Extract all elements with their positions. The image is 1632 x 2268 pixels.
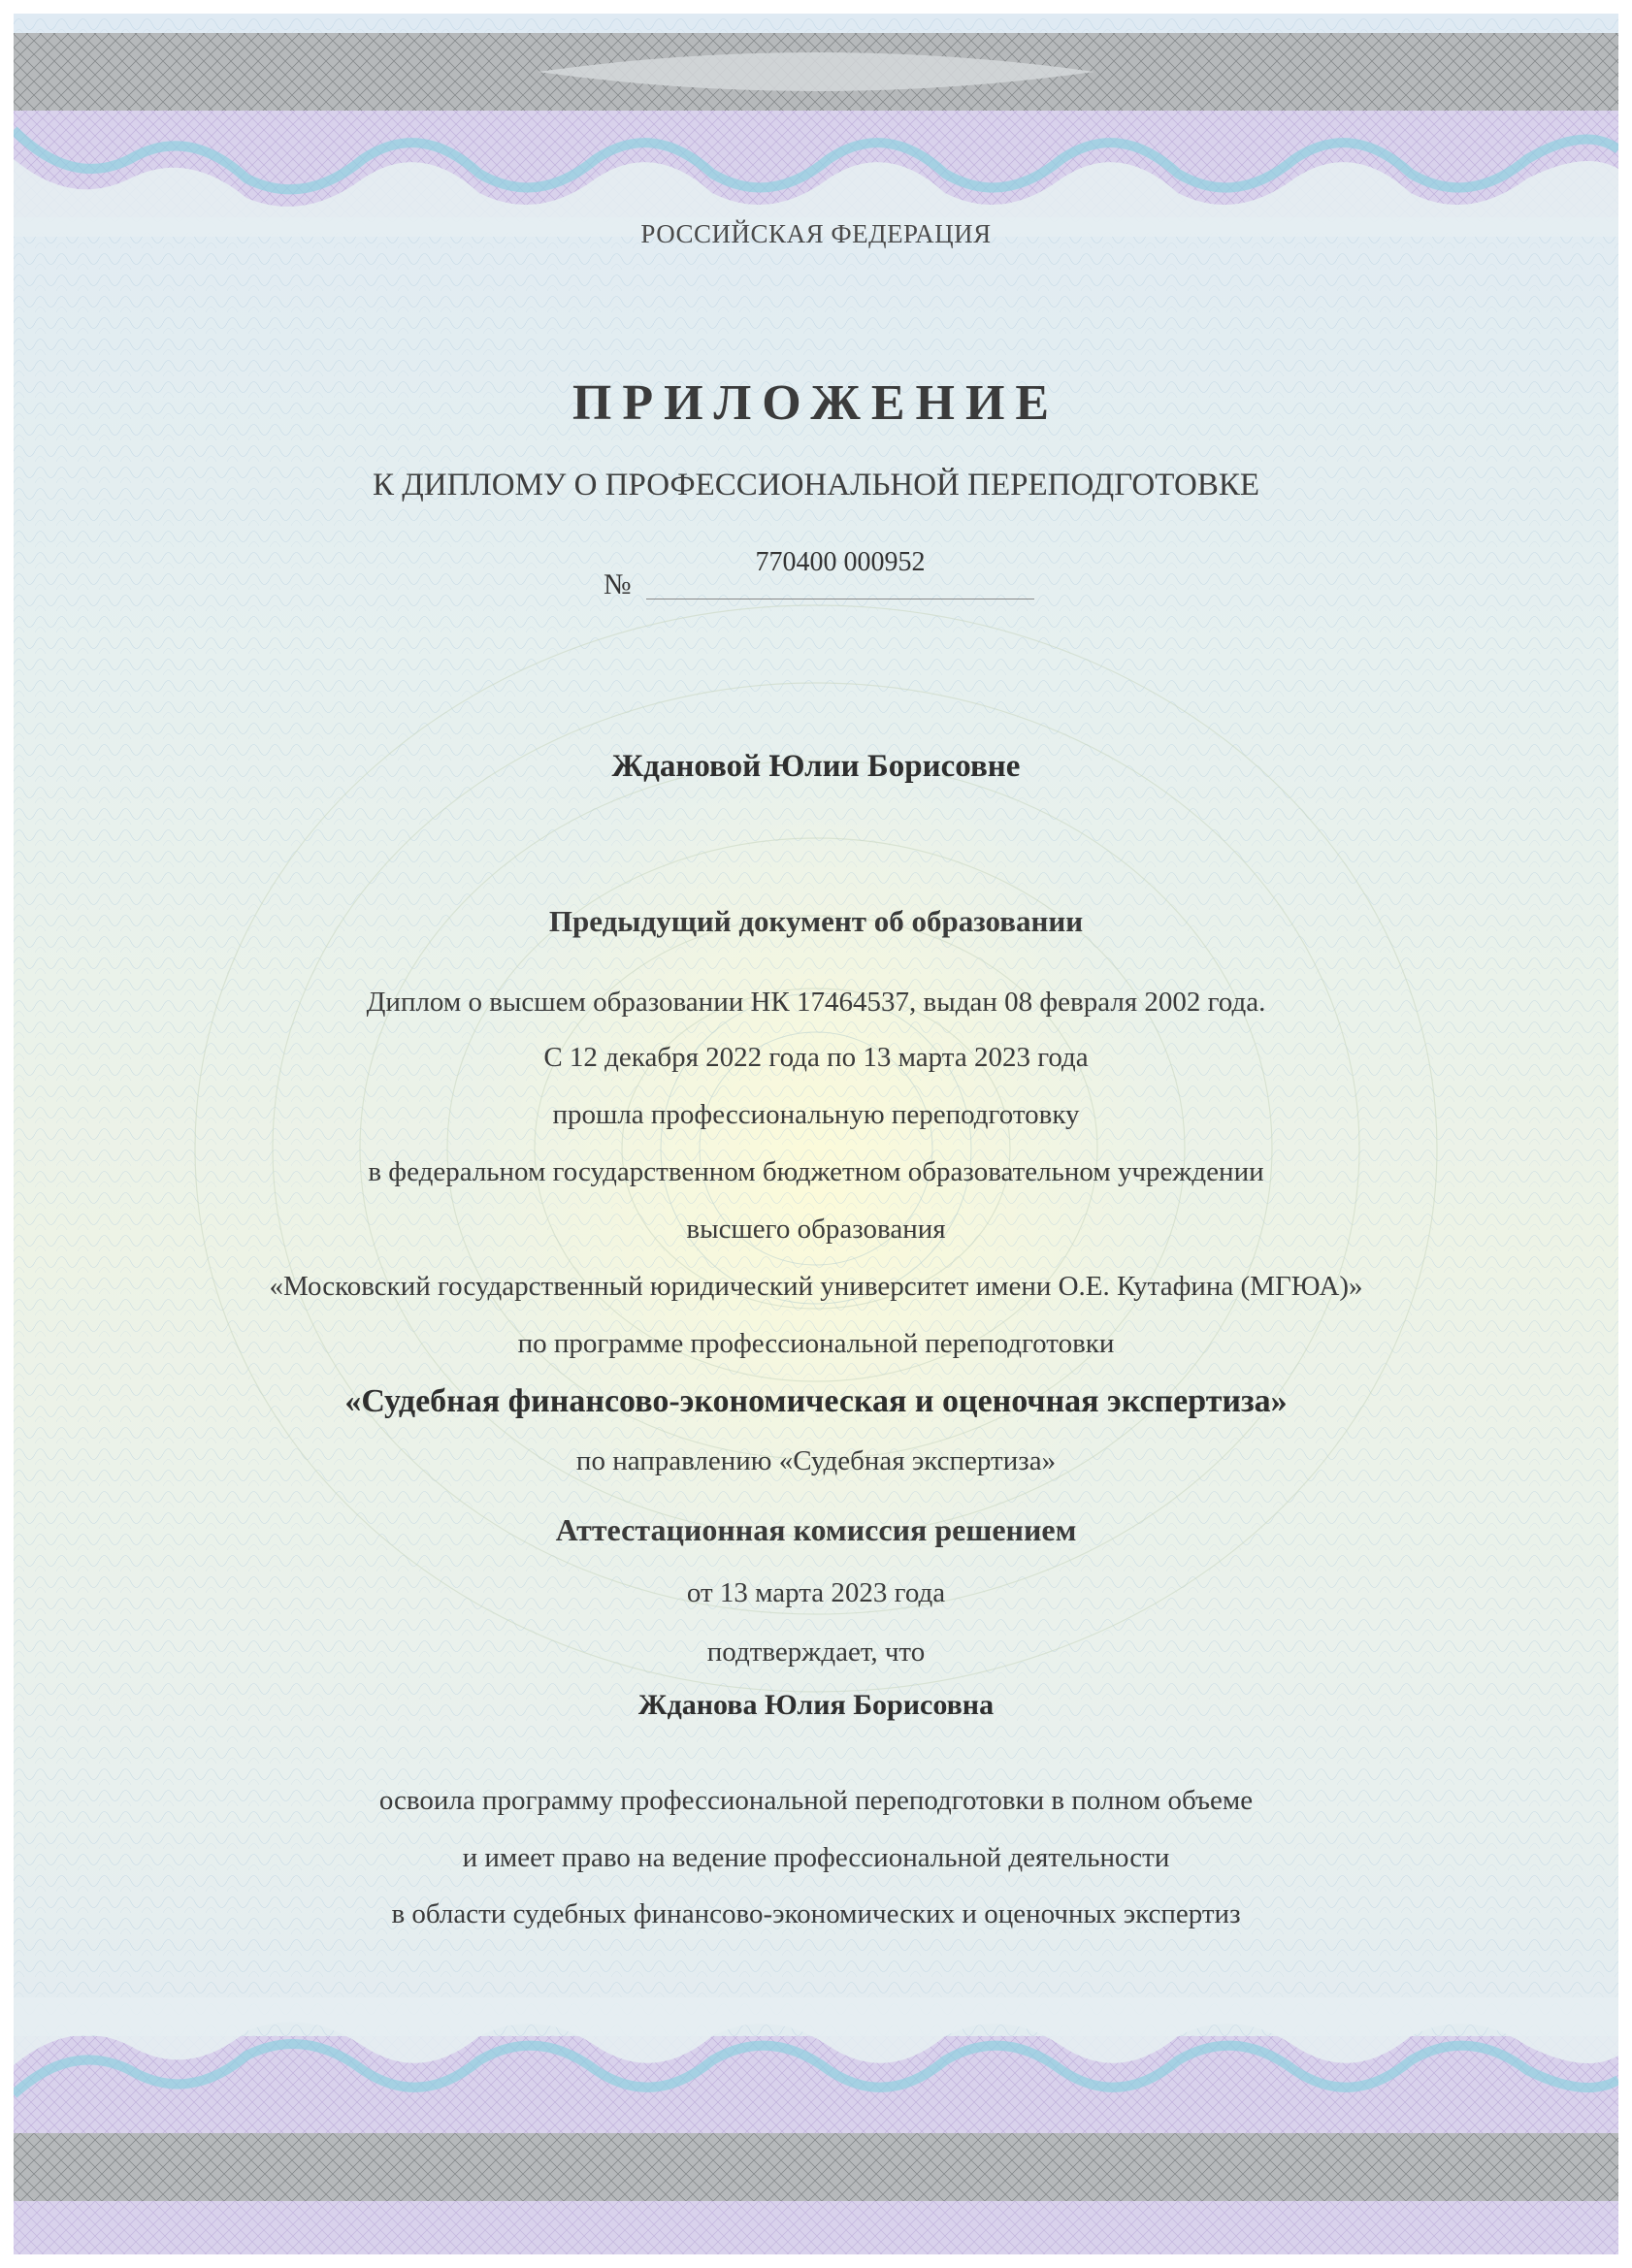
result-line-1: освоила программу профессиональной переподготовки в полном объеме	[378, 1785, 1254, 1816]
institution-line-3: «Московский государственный юридический университет имени О.Е. Кутафина (МГЮА)»	[269, 1271, 1363, 1302]
document-number: 770400 000952	[755, 547, 926, 577]
decision-date: от 13 марта 2023 года	[686, 1577, 946, 1608]
top-decorative-border	[14, 14, 1618, 237]
number-sign: №	[604, 568, 632, 600]
country-name: РОССИЙСКАЯ ФЕДЕРАЦИЯ	[640, 219, 992, 248]
program-intro: по программе профессиональной переподготовки	[517, 1328, 1115, 1359]
program-name: «Судебная финансово-экономическая и оценочная экспертиза»	[344, 1383, 1288, 1419]
previous-document-heading: Предыдущий документ об образовании	[548, 904, 1084, 938]
bottom-decorative-border	[14, 1997, 1618, 2254]
diploma-appendix-sheet	[14, 14, 1618, 2254]
institution-line-1: в федеральном государственном бюджетном образовательном учреждении	[368, 1156, 1264, 1187]
result-line-3: в области судебных финансово-экономических и оценочных экспертиз	[391, 1898, 1241, 1929]
confirms-text: подтверждает, что	[706, 1636, 926, 1668]
previous-document-text: Диплом о высшем образовании НК 17464537, выдан 08 февраля 2002 года.	[366, 987, 1266, 1018]
passed-retraining-text: прошла профессиональную переподготовку	[552, 1099, 1080, 1130]
commission-heading: Аттестационная комиссия решением	[555, 1512, 1077, 1547]
document-title: ПРИЛОЖЕНИЕ	[571, 375, 1061, 431]
program-direction: по направлению «Судебная экспертиза»	[575, 1445, 1057, 1476]
recipient-name-nominative: Жданова Юлия Борисовна	[637, 1689, 995, 1721]
recipient-name-dative: Ждановой Юлии Борисовне	[611, 749, 1021, 784]
institution-line-2: высшего образования	[686, 1214, 946, 1245]
result-line-2: и имеет право на ведение профессиональной деятельности	[462, 1842, 1170, 1873]
document-subtitle: К ДИПЛОМУ О ПРОФЕССИОНАЛЬНОЙ ПЕРЕПОДГОТОВКЕ	[372, 468, 1259, 502]
training-period: С 12 декабря 2022 года по 13 марта 2023 года	[543, 1042, 1089, 1073]
